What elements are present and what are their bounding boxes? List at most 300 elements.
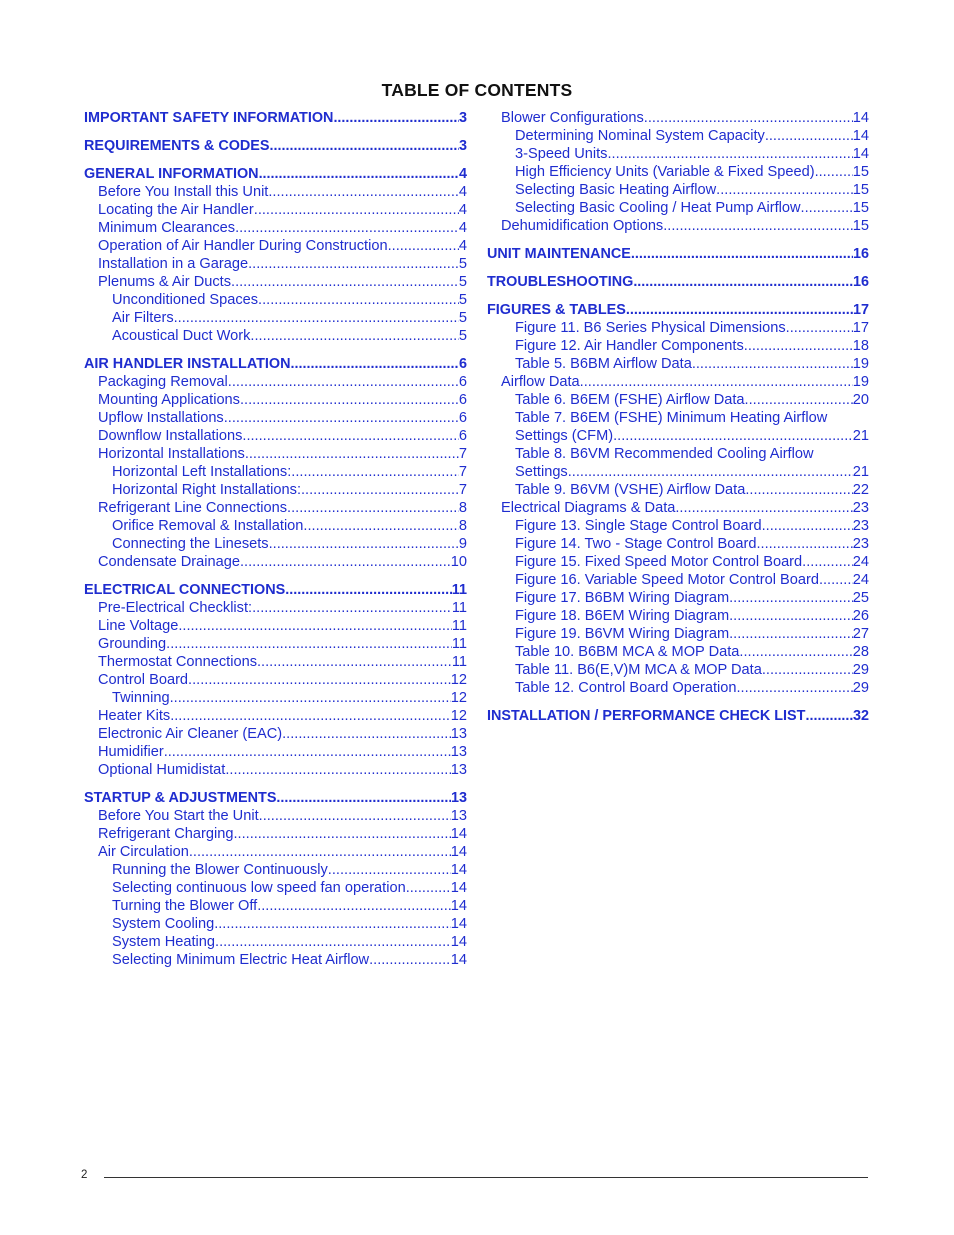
toc-section-heading[interactable] (487, 707, 869, 725)
toc-entry-title: Dehumidification Options (501, 218, 664, 234)
toc-entry-title: Horizontal Installations (98, 446, 245, 462)
toc-entry[interactable] (487, 217, 869, 235)
toc-entry-title: UNIT MAINTENANCE (487, 246, 631, 262)
toc-entry[interactable] (487, 145, 869, 163)
toc-entry[interactable] (487, 517, 869, 535)
dot-leader (801, 199, 853, 217)
toc-page-number: 8 (458, 518, 467, 534)
dot-leader (259, 807, 451, 825)
toc-entry-title: Humidifier (98, 744, 164, 760)
toc-entry-title[interactable]: Table 7. B6EM (FSHE) Minimum Heating Airflow (515, 410, 828, 426)
toc-entry[interactable] (84, 309, 467, 327)
toc-entry-title: Figure 11. B6 Series Physical Dimensions (515, 320, 786, 336)
section-gap (84, 345, 467, 355)
toc-entry-title: Refrigerant Line Connections (98, 500, 288, 516)
toc-page-number: 12 (450, 672, 467, 688)
toc-entry[interactable] (84, 327, 467, 345)
toc-page-number: 12 (450, 708, 467, 724)
dot-leader (762, 661, 853, 679)
toc-entry[interactable] (487, 535, 869, 553)
toc-entry-title: REQUIREMENTS & CODES (84, 138, 270, 154)
toc-entry-title: STARTUP & ADJUSTMENTS (84, 790, 277, 806)
section-gap (84, 571, 467, 581)
dot-leader (568, 463, 853, 481)
dot-leader (819, 571, 853, 589)
toc-entry[interactable] (84, 445, 467, 463)
toc-entry-title: Selecting continuous low speed fan operation (112, 880, 406, 896)
toc-entry[interactable] (487, 199, 869, 217)
toc-page-number: 14 (450, 880, 467, 896)
toc-entry[interactable] (84, 843, 467, 861)
toc-page-number: 13 (450, 744, 467, 760)
toc-entry-title: Figure 12. Air Handler Components (515, 338, 744, 354)
toc-page-number: 11 (451, 636, 467, 652)
dot-leader (607, 145, 852, 163)
toc-entry-title[interactable]: Table 8. B6VM Recommended Cooling Airflow (515, 446, 814, 462)
toc-entry[interactable] (487, 625, 869, 643)
toc-entry[interactable] (84, 183, 467, 201)
toc-entry[interactable] (487, 499, 869, 517)
dot-leader (259, 165, 459, 183)
toc-page-number: 14 (450, 844, 467, 860)
toc-page-number: 6 (458, 428, 467, 444)
toc-page-number: 15 (852, 200, 869, 216)
toc-page-number: 14 (852, 110, 869, 126)
toc-entry-title: Figure 13. Single Stage Control Board (515, 518, 762, 534)
toc-page-number: 6 (458, 392, 467, 408)
dot-leader (170, 689, 451, 707)
toc-entry-title: Table 6. B6EM (FSHE) Airflow Data (515, 392, 745, 408)
toc-page-number: 23 (852, 536, 869, 552)
toc-entry[interactable] (84, 219, 467, 237)
dot-leader (258, 291, 459, 309)
toc-entry-title: Plenums & Air Ducts (98, 274, 232, 290)
toc-entry-title: Determining Nominal System Capacity (515, 128, 765, 144)
toc-page-number: 23 (852, 500, 869, 516)
toc-page-number: 17 (852, 320, 869, 336)
dot-leader (235, 219, 459, 237)
toc-entry-title: Selecting Minimum Electric Heat Airflow (112, 952, 370, 968)
toc-entry-title: Selecting Basic Cooling / Heat Pump Airflow (515, 200, 801, 216)
toc-entry-title: Figure 15. Fixed Speed Motor Control Board (515, 554, 803, 570)
toc-entry[interactable] (84, 273, 467, 291)
toc-entry-title: Unconditioned Spaces (112, 292, 259, 308)
toc-entry[interactable] (487, 661, 869, 679)
toc-page-number: 9 (458, 536, 467, 552)
toc-entry[interactable] (84, 707, 467, 725)
toc-entry-title: Table 5. B6BM Airflow Data (515, 356, 692, 372)
toc-entry[interactable] (84, 653, 467, 671)
toc-entry[interactable] (84, 599, 467, 617)
toc-entry-title: Air Circulation (98, 844, 189, 860)
toc-page-number: 11 (451, 654, 467, 670)
toc-page-number: 11 (451, 600, 467, 616)
dot-leader (178, 617, 452, 635)
toc-entry-title: GENERAL INFORMATION (84, 166, 259, 182)
toc-entry-title: Before You Start the Unit (98, 808, 259, 824)
dot-leader (729, 589, 853, 607)
toc-entry-title: Electrical Diagrams & Data (501, 500, 676, 516)
toc-page-number: 14 (852, 146, 869, 162)
toc-page-number: 21 (852, 428, 869, 444)
dot-leader (188, 671, 451, 689)
dot-leader (231, 273, 459, 291)
toc-page-number: 4 (458, 184, 467, 200)
toc-entry[interactable] (487, 643, 869, 661)
toc-page-number: 6 (458, 374, 467, 390)
toc-entry-title: Table 12. Control Board Operation (515, 680, 737, 696)
toc-entry[interactable] (487, 391, 869, 409)
toc-entry[interactable] (487, 481, 869, 499)
dot-leader (224, 409, 459, 427)
dot-leader (692, 355, 853, 373)
toc-page-number: 7 (458, 446, 467, 462)
toc-entry-title: Figure 18. B6EM Wiring Diagram (515, 608, 730, 624)
dot-leader (291, 463, 459, 481)
toc-entry-title: Condensate Drainage (98, 554, 240, 570)
toc-page-number: 13 (450, 762, 467, 778)
dot-leader (233, 825, 450, 843)
toc-entry[interactable] (84, 743, 467, 761)
toc-left-column (84, 109, 467, 969)
toc-page-number: 16 (852, 246, 869, 262)
toc-entry[interactable] (84, 671, 467, 689)
toc-entry[interactable] (487, 319, 869, 337)
toc-entry[interactable] (84, 725, 467, 743)
toc-page-number: 17 (852, 302, 869, 318)
toc-section-heading[interactable] (84, 789, 467, 807)
toc-entry[interactable] (84, 409, 467, 427)
toc-entry-title: Before You Install this Unit (98, 184, 269, 200)
toc-page-number: 3 (458, 138, 467, 154)
toc-page-number: 20 (852, 392, 869, 408)
dot-leader (644, 109, 853, 127)
dot-leader (786, 319, 853, 337)
toc-entry[interactable] (487, 463, 869, 481)
toc-page-number: 5 (458, 256, 467, 272)
dot-leader (765, 127, 853, 145)
toc-entry-title: System Cooling (112, 916, 215, 932)
toc-entry-title: Heater Kits (98, 708, 171, 724)
dot-leader (257, 653, 452, 671)
toc-entry[interactable] (487, 679, 869, 697)
toc-entry[interactable] (487, 181, 869, 199)
toc-page-number: 10 (450, 554, 467, 570)
toc-entry[interactable] (84, 255, 467, 273)
toc-page-number: 28 (852, 644, 869, 660)
toc-page-number: 18 (852, 338, 869, 354)
toc-page-number: 6 (458, 410, 467, 426)
dot-leader (248, 255, 459, 273)
toc-entry[interactable] (84, 553, 467, 571)
toc-entry[interactable] (84, 391, 467, 409)
dot-leader (174, 309, 459, 327)
toc-page-number: 29 (852, 662, 869, 678)
toc-entry-title: Horizontal Right Installations: (112, 482, 301, 498)
section-gap (487, 263, 869, 273)
toc-entry-title: Orifice Removal & Installation (112, 518, 304, 534)
section-gap (84, 127, 467, 137)
toc-page-number: 7 (458, 464, 467, 480)
toc-entry[interactable] (487, 355, 869, 373)
toc-entry[interactable] (84, 635, 467, 653)
toc-entry[interactable] (84, 897, 467, 915)
toc-entry-title: 3-Speed Units (515, 146, 608, 162)
dot-leader (252, 599, 452, 617)
toc-entry-title: Figure 16. Variable Speed Motor Control Board (515, 572, 819, 588)
toc-entry[interactable] (84, 481, 467, 499)
dot-leader (164, 743, 451, 761)
dot-leader (729, 607, 853, 625)
toc-page-number: 19 (852, 356, 869, 372)
dot-leader (285, 581, 452, 599)
toc-entry[interactable] (84, 879, 467, 897)
toc-page-number: 14 (450, 934, 467, 950)
toc-page-number: 7 (458, 482, 467, 498)
toc-entry[interactable] (84, 933, 467, 951)
toc-entry[interactable] (84, 427, 467, 445)
page-title: TABLE OF CONTENTS (381, 80, 573, 100)
toc-section-heading[interactable] (84, 109, 467, 127)
dot-leader (716, 181, 853, 199)
dot-leader (269, 535, 459, 553)
toc-entry-title: Table 11. B6(E,V)M MCA & MOP Data (515, 662, 762, 678)
toc-entry[interactable] (84, 201, 467, 219)
dot-leader (240, 391, 459, 409)
dot-leader (406, 879, 451, 897)
dot-leader (254, 201, 459, 219)
dot-leader (245, 445, 459, 463)
toc-entry[interactable] (84, 535, 467, 553)
dot-leader (388, 237, 459, 255)
dot-leader (257, 897, 451, 915)
toc-entry[interactable] (487, 109, 869, 127)
toc-entry[interactable] (84, 915, 467, 933)
dot-leader (580, 373, 853, 391)
toc-entry[interactable] (84, 373, 467, 391)
toc-entry-title: Refrigerant Charging (98, 826, 234, 842)
toc-entry-title: Grounding (98, 636, 167, 652)
toc-page-number: 4 (458, 220, 467, 236)
footer-rule (104, 1177, 868, 1178)
toc-entry-title: Air Filters (112, 310, 174, 326)
toc-entry-title: Selecting Basic Heating Airflow (515, 182, 717, 198)
toc-entry-title: Packaging Removal (98, 374, 228, 390)
toc-entry[interactable] (487, 427, 869, 445)
toc-entry[interactable] (84, 517, 467, 535)
section-gap (84, 779, 467, 789)
toc-entry-title: Downflow Installations (98, 428, 243, 444)
toc-page-number: 4 (458, 238, 467, 254)
dot-leader (214, 915, 451, 933)
toc-entry[interactable] (487, 127, 869, 145)
toc-entry-title: TROUBLESHOOTING (487, 274, 634, 290)
dot-leader (240, 553, 451, 571)
toc-page-number: 14 (852, 128, 869, 144)
toc-entry-title: Electronic Air Cleaner (EAC) (98, 726, 283, 742)
dot-leader (744, 337, 853, 355)
dot-leader (303, 517, 458, 535)
dot-leader (328, 861, 451, 879)
toc-page-number: 27 (852, 626, 869, 642)
dot-leader (242, 427, 458, 445)
toc-entry-title: Thermostat Connections (98, 654, 257, 670)
toc-section-heading[interactable] (84, 355, 467, 373)
toc-page-number: 5 (458, 292, 467, 308)
dot-leader (815, 163, 853, 181)
toc-section-heading[interactable] (487, 245, 869, 263)
dot-leader (270, 137, 459, 155)
toc-page-number: 4 (458, 166, 467, 182)
toc-page-number: 6 (458, 356, 467, 372)
toc-entry-title: ELECTRICAL CONNECTIONS (84, 582, 286, 598)
toc-entry[interactable] (84, 825, 467, 843)
toc-entry-title: Figure 14. Two - Stage Control Board (515, 536, 757, 552)
section-gap (487, 291, 869, 301)
dot-leader (291, 355, 459, 373)
dot-leader (802, 553, 853, 571)
dot-leader (729, 625, 853, 643)
toc-entry[interactable] (84, 861, 467, 879)
toc-page-number: 11 (451, 582, 467, 598)
toc-entry-title: AIR HANDLER INSTALLATION (84, 356, 291, 372)
toc-entry[interactable] (84, 761, 467, 779)
toc-entry-title: Settings (CFM) (515, 428, 614, 444)
toc-page-number: 14 (450, 952, 467, 968)
toc-page-number: 5 (458, 274, 467, 290)
toc-page-number: 15 (852, 218, 869, 234)
toc-entry[interactable] (487, 553, 869, 571)
toc-page-number: 8 (458, 500, 467, 516)
toc-entry-title: Figure 19. B6VM Wiring Diagram (515, 626, 730, 642)
toc-page-number: 19 (852, 374, 869, 390)
dot-leader (626, 301, 853, 319)
toc-entry[interactable] (84, 463, 467, 481)
toc-page-number: 32 (852, 708, 869, 724)
dot-leader (228, 373, 459, 391)
toc-entry[interactable] (84, 499, 467, 517)
toc-section-heading[interactable] (84, 165, 467, 183)
toc-entry-title: System Heating (112, 934, 216, 950)
dot-leader (736, 679, 852, 697)
toc-page-number: 24 (852, 572, 869, 588)
dot-leader (225, 761, 450, 779)
toc-section-heading[interactable] (84, 581, 467, 599)
toc-entry[interactable] (487, 373, 869, 391)
toc-page-number: 25 (852, 590, 869, 606)
toc-entry[interactable] (487, 607, 869, 625)
toc-page-number: 15 (852, 182, 869, 198)
toc-entry[interactable] (84, 951, 467, 969)
toc-entry[interactable] (487, 337, 869, 355)
toc-page-number: 13 (450, 808, 467, 824)
section-gap (487, 235, 869, 245)
toc-right-column (487, 109, 869, 725)
toc-page-number: 12 (450, 690, 467, 706)
toc-entry-title: Locating the Air Handler (98, 202, 254, 218)
toc-section-heading[interactable] (487, 301, 869, 319)
toc-entry-title: Airflow Data (501, 374, 580, 390)
toc-page-number: 24 (852, 554, 869, 570)
toc-entry[interactable] (487, 571, 869, 589)
toc-entry-title: Table 9. B6VM (VSHE) Airflow Data (515, 482, 746, 498)
dot-leader (170, 707, 451, 725)
toc-entry-title: Connecting the Linesets (112, 536, 269, 552)
toc-entry-title: Twinning (112, 690, 170, 706)
toc-entry-title: Minimum Clearances (98, 220, 236, 236)
dot-leader (633, 273, 853, 291)
toc-page-number: 14 (450, 862, 467, 878)
toc-entry[interactable] (84, 689, 467, 707)
toc-entry-title: IMPORTANT SAFETY INFORMATION (84, 110, 334, 126)
dot-leader (613, 427, 853, 445)
dot-leader (250, 327, 458, 345)
page-number: 2 (81, 1169, 88, 1181)
toc-page-number: 22 (852, 482, 869, 498)
toc-entry-title: Mounting Applications (98, 392, 240, 408)
toc-entry[interactable] (84, 291, 467, 309)
toc-entry-title: High Efficiency Units (Variable & Fixed Speed) (515, 164, 815, 180)
dot-leader (301, 481, 459, 499)
section-gap (84, 155, 467, 165)
toc-entry-title: Settings (515, 464, 568, 480)
dot-leader (287, 499, 459, 517)
dot-leader (756, 535, 852, 553)
toc-section-heading[interactable] (84, 137, 467, 155)
toc-entry-title: INSTALLATION / PERFORMANCE CHECK LIST (487, 708, 806, 724)
toc-entry[interactable] (84, 237, 467, 255)
toc-page-number: 13 (450, 790, 467, 806)
toc-entry[interactable] (84, 617, 467, 635)
toc-page-number: 15 (852, 164, 869, 180)
toc-entry-title: Line Voltage (98, 618, 179, 634)
toc-entry[interactable] (487, 589, 869, 607)
toc-page-number: 16 (852, 274, 869, 290)
dot-leader (675, 499, 852, 517)
toc-page-number: 21 (852, 464, 869, 480)
dot-leader (189, 843, 451, 861)
dot-leader (276, 789, 451, 807)
toc-entry-title: Installation in a Garage (98, 256, 249, 272)
dot-leader (805, 707, 853, 725)
toc-entry-title: Table 10. B6BM MCA & MOP Data (515, 644, 740, 660)
dot-leader (166, 635, 452, 653)
section-gap (487, 697, 869, 707)
toc-entry-title: Blower Configurations (501, 110, 644, 126)
toc-entry-title: Operation of Air Handler During Construction (98, 238, 388, 254)
dot-leader (745, 481, 852, 499)
toc-page-number: 5 (458, 328, 467, 344)
toc-page-number: 5 (458, 310, 467, 326)
dot-leader (369, 951, 451, 969)
toc-page-number: 3 (458, 110, 467, 126)
dot-leader (631, 245, 853, 263)
toc-entry-title: Turning the Blower Off (112, 898, 258, 914)
toc-entry[interactable] (84, 807, 467, 825)
toc-entry-title: FIGURES & TABLES (487, 302, 626, 318)
dot-leader (268, 183, 459, 201)
toc-entry[interactable] (487, 163, 869, 181)
dot-leader (663, 217, 853, 235)
dot-leader (762, 517, 853, 535)
toc-page-number: 14 (450, 916, 467, 932)
toc-page-number: 4 (458, 202, 467, 218)
toc-page-number: 14 (450, 826, 467, 842)
toc-section-heading[interactable] (487, 273, 869, 291)
dot-leader (333, 109, 459, 127)
toc-page-number: 23 (852, 518, 869, 534)
toc-entry-title: Horizontal Left Installations: (112, 464, 292, 480)
